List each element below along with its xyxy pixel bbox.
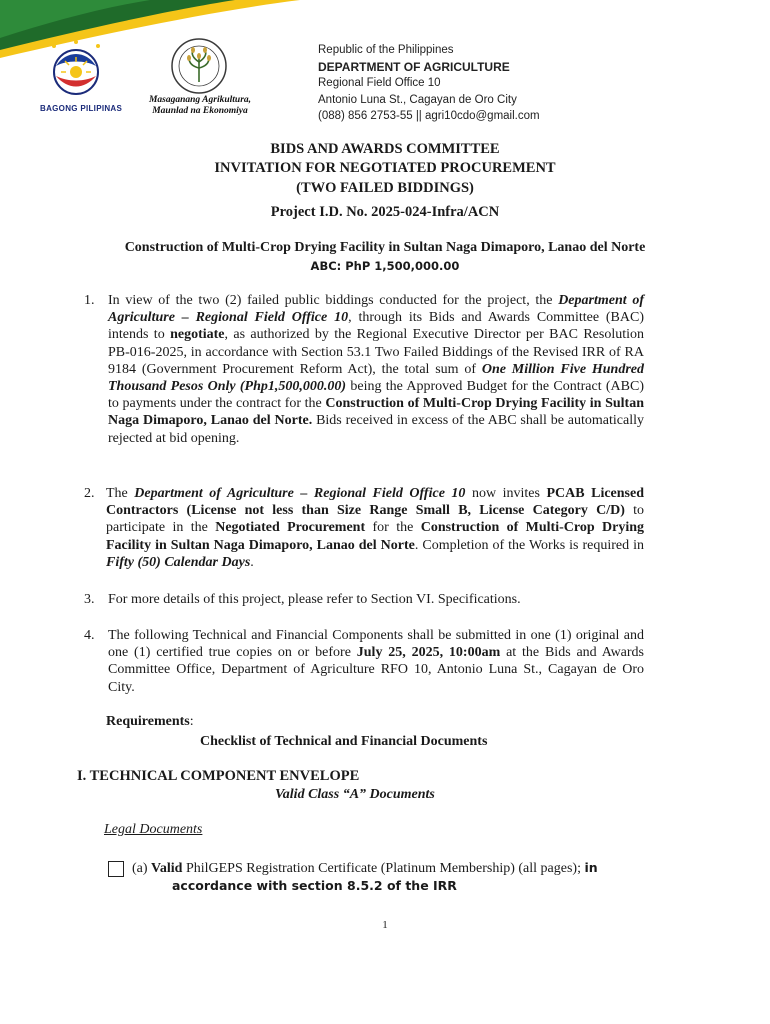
paragraph-2-number: 2.	[84, 486, 95, 501]
p2-bold-5: Fifty (50) Calendar Days	[106, 554, 251, 570]
paragraph-3-number: 3.	[84, 592, 95, 607]
requirements-label-text: Requirements	[106, 714, 190, 729]
philgeps-checkbox[interactable]	[108, 861, 124, 877]
paragraph-4-number: 4.	[84, 628, 95, 643]
p2-bold-1: Department of Agriculture – Regional Field Office 10	[134, 486, 466, 501]
da-motto-line1: Masaganang Agrikultura,	[148, 95, 252, 105]
p1-text-3: , as authorized by the Regional Executive Director per BAC Resolution PB-016-2025, in accordance with Section 53.1 Two Failed Biddings of the Revised IRR of RA 9184 (Government Procurement Reform Act), the total sum of	[108, 327, 644, 377]
item-a-irr-reference: accordance with section 8.5.2 of the IRR	[172, 878, 457, 893]
p2-text-4: for the	[365, 520, 421, 536]
department-of-agriculture-seal	[163, 36, 235, 96]
p4-text-1: The following Technical and Financial Components shall be submitted in one (1) original and one (1) certified true copies on or before	[108, 628, 644, 661]
p1-text-5: Bids received in excess of the ABC shall be automatically rejected at bid opening.	[108, 413, 645, 446]
p2-bold-3: Negotiated Procurement	[215, 520, 366, 536]
p2-text-5: . Completion of the Works is required in	[414, 537, 644, 553]
p1-bold-1: Department of Agriculture – Regional Field Office 10	[108, 293, 644, 326]
letterhead	[318, 42, 540, 125]
p1-text-4: being the Approved Budget for the Contract (ABC) to payments under the contract for the	[108, 379, 644, 412]
p1-bold-3: One Million Five Hundred Thousand Pesos Only (Php1,500,000.00)	[108, 361, 645, 395]
letterhead-office: Regional Field Office 10	[318, 77, 441, 89]
technical-component-title: I. TECHNICAL COMPONENT ENVELOPE	[77, 768, 360, 784]
letterhead-address: Antonio Luna St., Cagayan de Oro City	[318, 93, 517, 106]
heading-project-id: Project I.D. No. 2025-024-Infra/ACN	[270, 204, 500, 220]
bagong-pilipinas-text: BAGONG PILIPINAS	[40, 104, 123, 113]
item-a-philgeps	[132, 859, 672, 878]
checklist-title: Checklist of Technical and Financial Documents	[200, 734, 488, 749]
da-motto-line2: Maunlad na Ekonomiya	[152, 106, 248, 116]
paragraph-2	[84, 485, 644, 571]
p2-text-2: now invites	[465, 486, 547, 501]
heading-two-failed: (TWO FAILED BIDDINGS)	[296, 180, 474, 196]
paragraph-4	[84, 627, 644, 696]
p2-text-3: to participate in the	[106, 503, 644, 536]
letterhead-department: DEPARTMENT OF AGRICULTURE	[318, 59, 510, 74]
p1-text-2: , through its Bids and Awards Committee (BAC) intends to	[108, 310, 644, 343]
valid-class-a-title: Valid Class “A” Documents	[275, 787, 435, 802]
bagong-pilipinas-logo	[26, 40, 126, 110]
p1-bold-4: Construction of Multi-Crop Drying Facility in Sultan Naga Dimaporo, Lanao del Norte.	[108, 396, 644, 429]
p3-text: For more details of this project, please refer to Section VI. Specifications.	[108, 592, 521, 607]
item-a-valid: Valid	[151, 861, 183, 876]
page-number: 1	[382, 919, 388, 931]
item-a-in: in	[584, 860, 598, 875]
da-motto	[140, 95, 260, 117]
paragraph-1-number: 1.	[84, 293, 95, 308]
abc-amount: ABC: PhP 1,500,000.00	[310, 259, 460, 273]
letterhead-contact: (088) 856 2753-55 || agri10cdo@gmail.com	[318, 110, 540, 122]
p1-text-1: In view of the two (2) failed public biddings conducted for the project, the	[108, 293, 559, 308]
letterhead-republic: Republic of the Philippines	[318, 44, 454, 56]
p1-bold-2: negotiate	[170, 327, 225, 343]
item-a-text: PhilGEPS Registration Certificate (Platinum Membership) (all pages);	[182, 861, 585, 876]
p4-text-2: at the Bids and Awards Committee Office, Department of Agriculture RFO 10, Antonio Luna St., Cagayan de Oro City.	[108, 645, 644, 695]
p2-text-6: .	[250, 554, 254, 570]
requirements-label	[106, 714, 194, 730]
legal-documents-heading: Legal Documents	[104, 822, 203, 837]
project-title: Construction of Multi-Crop Drying Facility in Sultan Naga Dimaporo, Lanao del Norte	[124, 240, 646, 255]
heading-bac: BIDS AND AWARDS COMMITTEE	[270, 141, 500, 157]
p4-bold-1: July 25, 2025, 10:00am	[356, 645, 501, 661]
item-a-prefix: (a)	[132, 861, 152, 876]
heading-invitation: INVITATION FOR NEGOTIATED PROCUREMENT	[214, 160, 556, 176]
p2-text-1: The	[106, 486, 135, 501]
p2-bold-2: PCAB Licensed Contractors (License not less than Size Range Small B, License Category C/D)	[106, 486, 644, 519]
paragraph-1	[84, 292, 644, 447]
p2-bold-4: Construction of Multi-Crop Drying Facility in Sultan Naga Dimaporo, Lanao del Norte	[106, 520, 645, 553]
requirements-colon: :	[189, 714, 194, 729]
paragraph-3	[84, 591, 644, 608]
